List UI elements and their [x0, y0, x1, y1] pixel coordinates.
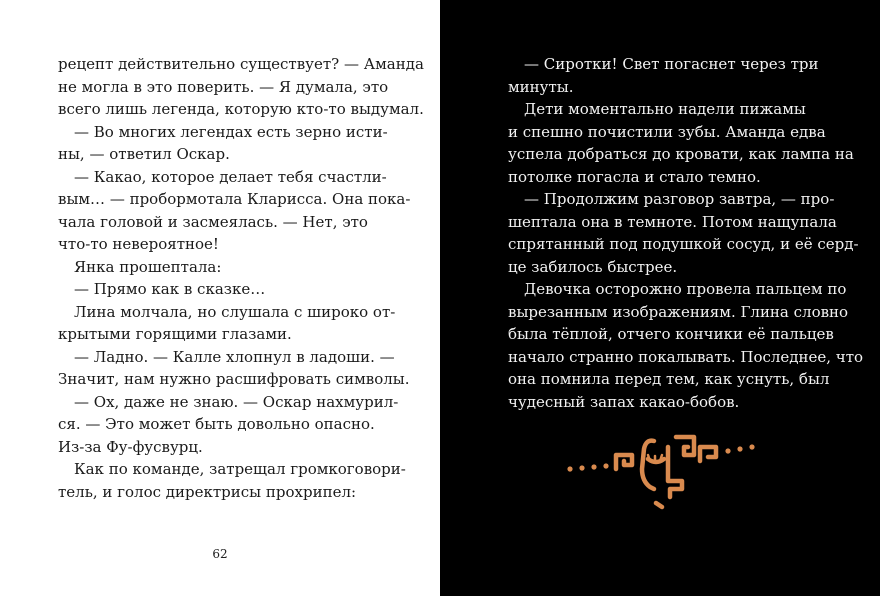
text-line: и спешно почистили зубы. Аманда едва [508, 122, 826, 141]
right-page-text [508, 53, 864, 413]
tribal-face-glyph-icon [558, 425, 758, 515]
text-line: спрятанный под подушкой сосуд, и её серд- [508, 235, 859, 253]
text-line: была тёплой, отчего кончики её пальцев [508, 325, 834, 343]
text-line: чудесный запах какао-бобов. [508, 392, 740, 411]
text-line: — Ладно. — Калле хлопнул в ладоши. — [74, 347, 395, 366]
text-line: Из-за Фу-фусвурц. [58, 437, 203, 456]
text-line: — Какао, которое делает тебя счастли- [74, 167, 387, 186]
text-line: — Продолжим разговор завтра, — про- [524, 190, 835, 208]
text-line: тель, и голос директрисы прохрипел: [58, 482, 357, 501]
text-line: — Во многих легендах есть зерно исти- [74, 122, 388, 141]
text-line: вым… — пробормотала Кларисса. Она пока- [58, 190, 411, 208]
right-page [440, 0, 880, 596]
text-line: не могла в это поверить. — Я думала, это [58, 77, 389, 96]
text-line: Лина молчала, но слушала с широко от- [74, 302, 396, 321]
text-line: она помнила перед тем, как уснуть, был [508, 370, 830, 388]
text-line: ся. — Это может быть довольно опасно. [58, 415, 375, 433]
text-line: це забилось быстрее. [508, 257, 678, 276]
text-line: ны, — ответил Оскар. [58, 145, 230, 163]
text-line: рецепт действительно существует? — Аманда [58, 55, 424, 73]
page-number: 62 [212, 547, 228, 561]
text-line: — Прямо как в сказке… [74, 280, 266, 298]
text-line: потолке погасла и стало темно. [508, 167, 761, 186]
text-line: — Сиротки! Свет погаснет через три [524, 55, 819, 73]
text-line: Как по команде, затрещал громкоговори- [74, 460, 406, 478]
left-page-text [58, 53, 424, 503]
text-line: Дети моментально надели пижамы [524, 100, 806, 118]
text-line: шептала она в темноте. Потом нащупала [508, 212, 837, 231]
text-line: чала головой и засмеялась. — Нет, это [58, 212, 368, 231]
text-line: крытыми горящими глазами. [58, 325, 292, 343]
text-line: минуты. [508, 77, 574, 96]
text-line: успела добраться до кровати, как лампа на [508, 145, 854, 163]
text-line: Значит, нам нужно расшифровать символы. [58, 370, 410, 388]
text-line: вырезанным изображениям. Глина словно [508, 302, 849, 321]
text-line: начало странно покалывать. Последнее, что [508, 347, 864, 366]
text-line: что-то невероятное! [58, 235, 219, 253]
text-line: Янка прошептала: [74, 257, 222, 276]
text-line: всего лишь легенда, которую кто-то выдумал. [58, 100, 424, 118]
text-line: — Ох, даже не знаю. — Оскар нахмурил- [74, 392, 399, 411]
text-line: Девочка осторожно провела пальцем по [524, 280, 847, 298]
